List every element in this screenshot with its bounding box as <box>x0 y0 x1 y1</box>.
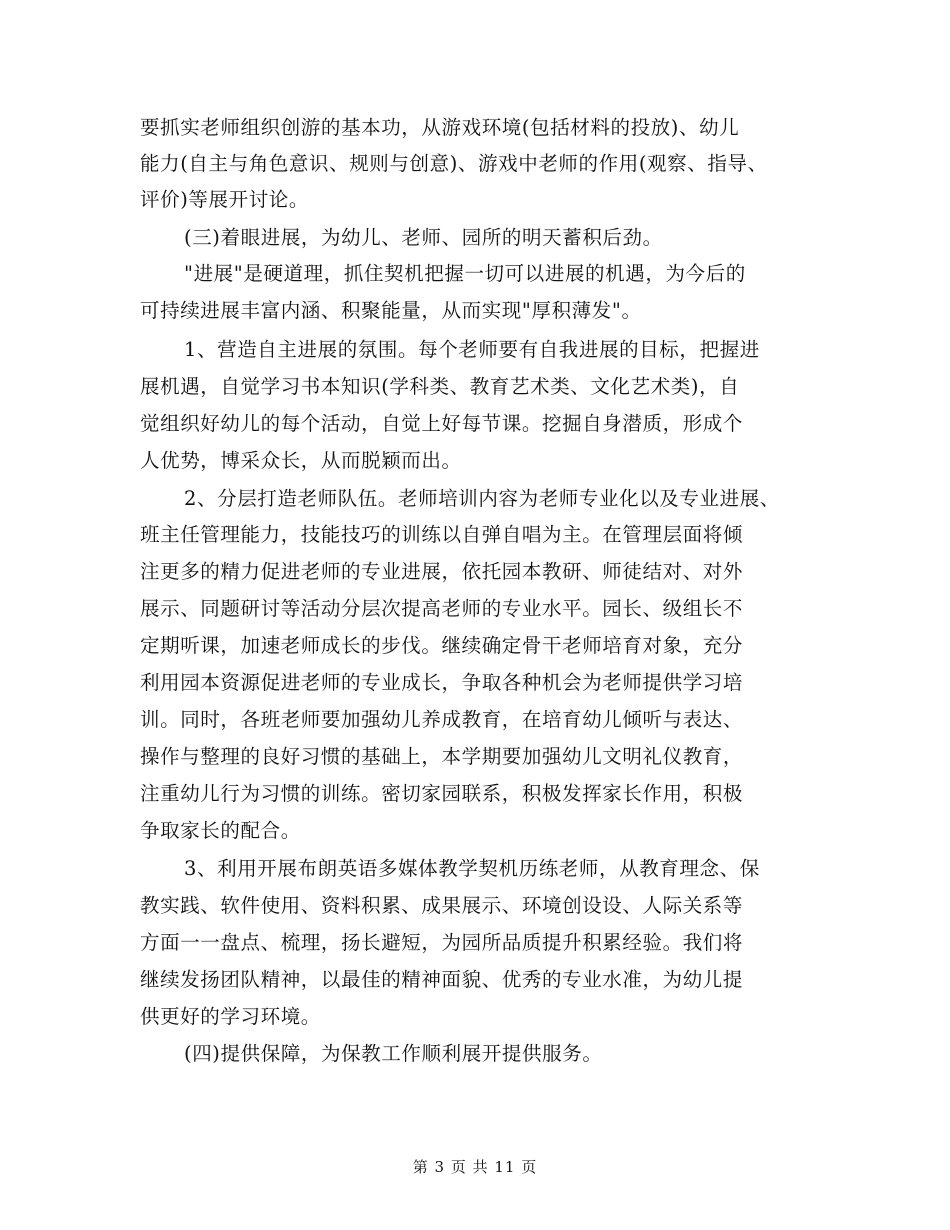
text-line: 争取家长的配合。 <box>140 819 301 842</box>
page-number: 第 3 页 共 11 页 <box>412 1158 538 1176</box>
text-line: 定期听课，加速老师成长的步伐。继续确定骨干老师培育对象，充分 <box>140 634 744 657</box>
text-line: 注更多的精力促进老师的专业进展，依托园本教研、师徒结对、对外 <box>140 560 744 583</box>
text-line: 人优势，博采众长，从而脱颖而出。 <box>140 449 462 472</box>
text-line: 觉组织好幼儿的每个活动，自觉上好每节课。挖掘自身潜质，形成个 <box>140 412 744 435</box>
text-line: 方面一一盘点、梳理，扬长避短，为园所品质提升积累经验。我们将 <box>140 931 744 954</box>
text-line: 1、营造自主进展的氛围。每个老师要有自我进展的目标，把握进 <box>184 338 760 361</box>
text-line: 展机遇，自觉学习书本知识(学科类、教育艺术类、文化艺术类)，自 <box>140 375 740 398</box>
text-line: 可持续进展丰富内涵、积聚能量，从而实现"厚积薄发"。 <box>140 299 642 322</box>
section-heading: (四)提供保障，为保教工作顺利展开提供服务。 <box>184 1042 603 1065</box>
text-line: 2、分层打造老师队伍。老师培训内容为老师专业化以及专业进展、 <box>184 487 780 510</box>
text-line: 展示、同题研讨等活动分层次提高老师的专业水平。园长、级组长不 <box>140 597 744 620</box>
text-line: 能力(自主与角色意识、规则与创意)、游戏中老师的作用(观察、指导、 <box>140 152 768 175</box>
text-line: 要抓实老师组织创游的基本功，从游戏环境(包括材料的投放)、幼儿 <box>140 116 740 139</box>
text-line: 注重幼儿行为习惯的训练。密切家园联系，积极发挥家长作用，积极 <box>140 782 744 805</box>
text-line: "进展"是硬道理，抓住契机把握一切可以进展的机遇，为今后的 <box>184 262 746 285</box>
text-line: 3、利用开展布朗英语多媒体教学契机历练老师，从教育理念、保 <box>184 857 760 880</box>
text-line: 继续发扬团队精神，以最佳的精神面貌、优秀的专业水准，为幼儿提 <box>140 968 744 991</box>
text-line: 训。同时，各班老师要加强幼儿养成教育，在培育幼儿倾听与表达、 <box>140 708 744 731</box>
text-line: 利用园本资源促进老师的专业成长，争取各种机会为老师提供学习培 <box>140 671 744 694</box>
text-line: 教实践、软件使用、资料积累、成果展示、环境创设设、人际关系等 <box>140 894 744 917</box>
text-line: 操作与整理的良好习惯的基础上，本学期要加强幼儿文明礼仪教育， <box>140 745 744 768</box>
text-line: 评价)等展开讨论。 <box>140 188 310 211</box>
text-line: 供更好的学习环境。 <box>140 1005 321 1028</box>
text-line: 班主任管理能力，技能技巧的训练以自弹自唱为主。在管理层面将倾 <box>140 523 744 546</box>
section-heading: (三)着眼进展，为幼儿、老师、园所的明天蓄积后劲。 <box>184 226 663 249</box>
